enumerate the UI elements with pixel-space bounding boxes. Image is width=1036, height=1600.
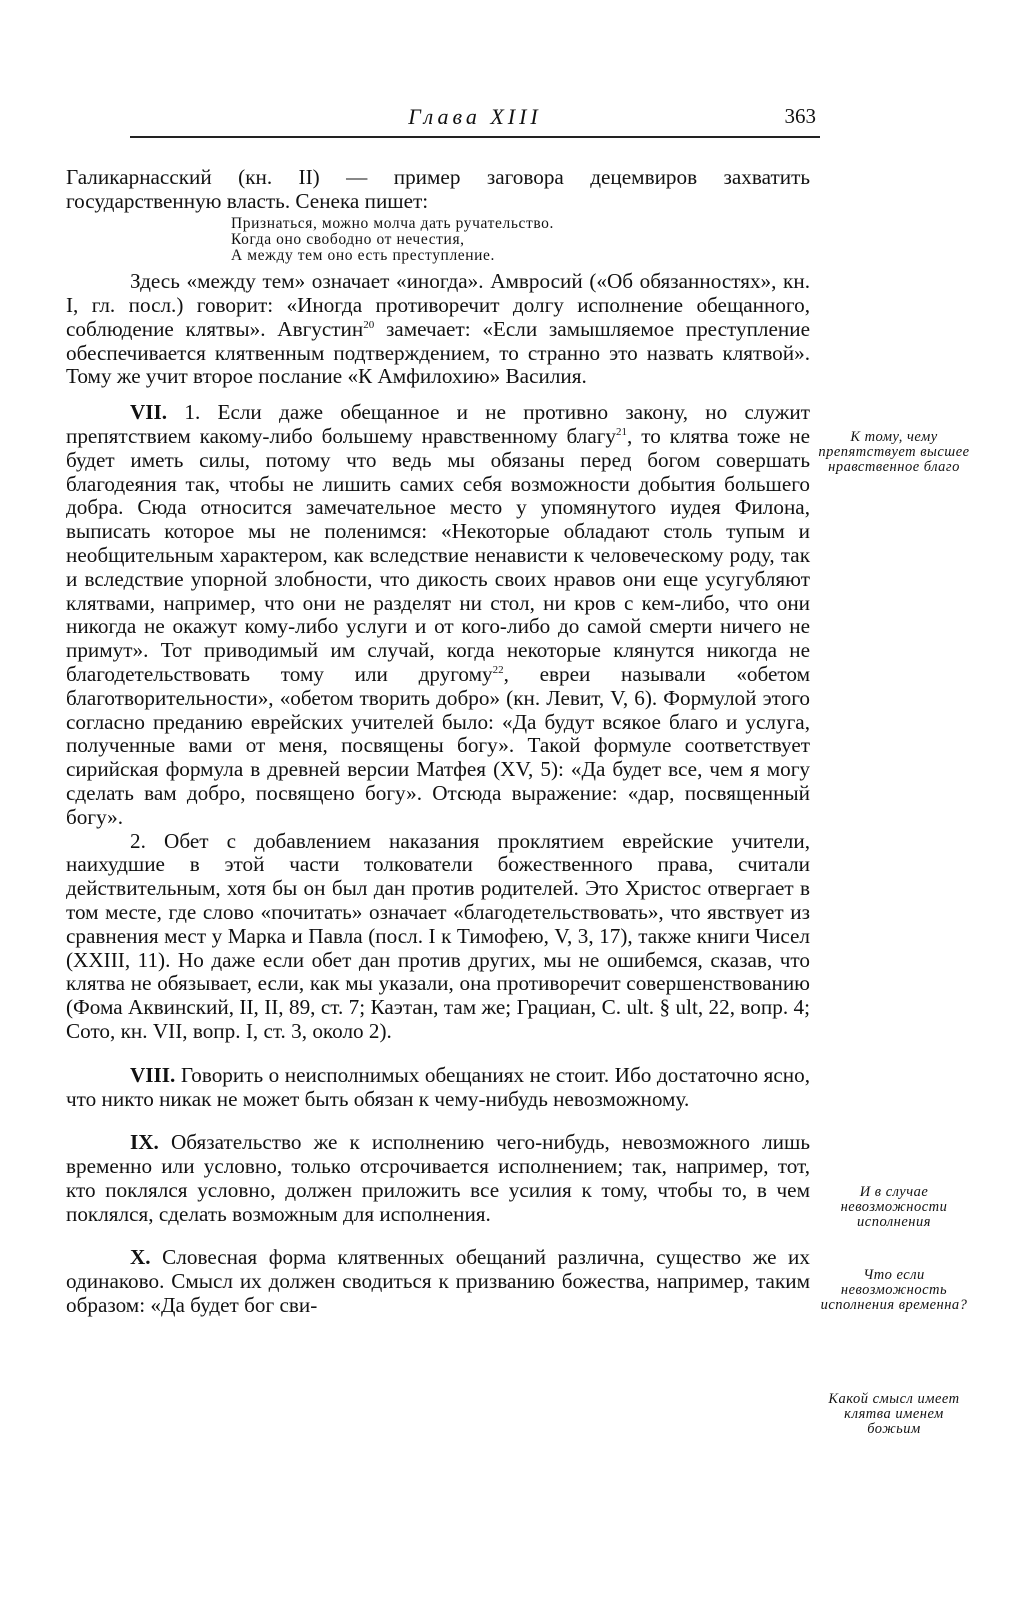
section-vii-2: 2. Обет с добавлением наказания проклятием еврейские учители, наихудшие в этой части толкователи божественного права, считали действительным, хотя бы он был дан против родителей. Это Христос отвергает в том месте, где слово «почитать» означает «благодетельствовать», что явствует из сравнения мест у Марка и Павла (посл. I к Тимофею, V, 3, 17), также книги Чисел (XXIII, 11). Но даже если обет дан против других, мы не ошибемся, сказав, что клятва не обязывает, если, как мы указали, она противоречит совершенствованию (Фома Аквинский, II, II, 89, ст. 7; Каэтан, там же; Грациан, С. ult. § ult, 22, вопр. 4; Сото, кн. VII, вопр. I, ст. 3, около 2). [66,828,810,1043]
text-run: Обязательство же к исполнению чего-нибудь, невозможного лишь временно или условно, только отсрочивается исполнением; так, например, тот, кто поклялся условно, должен приложить все усилия к тому, чтобы то, в чем поклялся, сделать возможным для исполнения. [66,1130,810,1226]
section-number: VIII. [130,1062,176,1087]
footnote-ref: 20 [363,318,375,331]
text-run: Здесь «между тем» означает «иногда». Амвросий («Об обязанностях», кн. I, гл. посл.) говорит: «Иногда противоречит долгу исполнение обещанного, соблюдение клятвы». Августин [66,269,810,341]
text-run: 1. Если даже обещанное и не противно закону, но служит препятствием какому-либо большему нравственному благу [66,400,810,448]
text-run: Говорить о неисполнимых обещаниях не стоит. Ибо достаточно ясно, что никто никак не может быть обязан к чему-нибудь невозможному. [66,1062,810,1111]
footnote-ref: 22 [492,663,504,676]
section-x [66,1246,810,1317]
section-number: VII. [130,400,168,425]
section-number: IX. [130,1130,159,1155]
quote-line: Признаться, можно молча дать ручательство. [231,214,554,232]
paragraph-ambrose [66,270,810,389]
section-number: X. [130,1245,151,1270]
page-header [130,96,820,138]
text-run: замечает: «Если замышляемое преступление обеспечивается клятвенным подтверждением, то странно это назвать клятвой». Тому же учит второе послание «К Амфилохию» Василия. [66,316,810,389]
page-number: 363 [784,104,816,128]
paragraph-intro: Галикарнасский (кн. II) — пример заговора децемвиров захватить государственную власть. Сенека пишет: [66,165,810,213]
text-run: , евреи называли «обетом благотворительности», «обетом творить добро» (кн. Левит, V, 6). Формулой этого согласно преданию еврейских учителей было: «Да будут всякое благо и услуга, полученные вами от меня, посвящены богу». Такой формуле соответствует сирийская формула в древней версии Матфея (XV, 5): «Да будет все, чем я могу сделать вам добро, посвящено богу». Отсюда выражение: «дар, посвященный богу». [66,661,810,829]
section-ix [66,1131,810,1226]
section-viii [66,1064,810,1112]
margin-note: И в случае невозможности исполнения [840,1184,948,1230]
quote-line: Когда оно свободно от нечестия, [231,230,465,248]
quote-line: А между тем оно есть преступление. [231,247,496,264]
margin-note: Какой смысл имеет клятва именем божьим [828,1391,960,1437]
margin-note: К тому, чему препятствует высшее нравственное благо [818,429,970,475]
seneca-quote [231,216,810,265]
margin-note: Что если невозможность исполнения временна? [820,1267,968,1313]
main-text [66,166,810,1318]
text-run: , то клятва тоже не будет иметь силы, потому что ведь мы обязаны перед богом совершать благодеяния так, чтобы не лишить самих себя возможности добытия большего добра. Сюда относится замечательное место у упомянутого иудея Филона, выписать которое мы не поленимся: «Некоторые обладают столь тупым и необщительным характером, как вследствие ненависти к человеческому роду, так и вследствие упорной злобности, что дикость своих нравов они еще усугубляют клятвами, например, что они не разделят ни стол, ни кров с кем-либо, что они никогда не окажут кому-либо услуги и от кого-либо до самой смерти ничего не примут». Тот приводимый им случай, когда некоторые клянутся никогда не благодетельствовать тому или другому [66,423,810,686]
text-run: Словесная форма клятвенных обещаний различна, существо же их одинаково. Смысл их должен сводиться к призванию божества, например, таким образом: «Да будет бог сви- [66,1245,810,1318]
footnote-ref: 21 [616,425,628,438]
chapter-title: Глава XIII [408,104,542,129]
section-vii [66,401,810,829]
